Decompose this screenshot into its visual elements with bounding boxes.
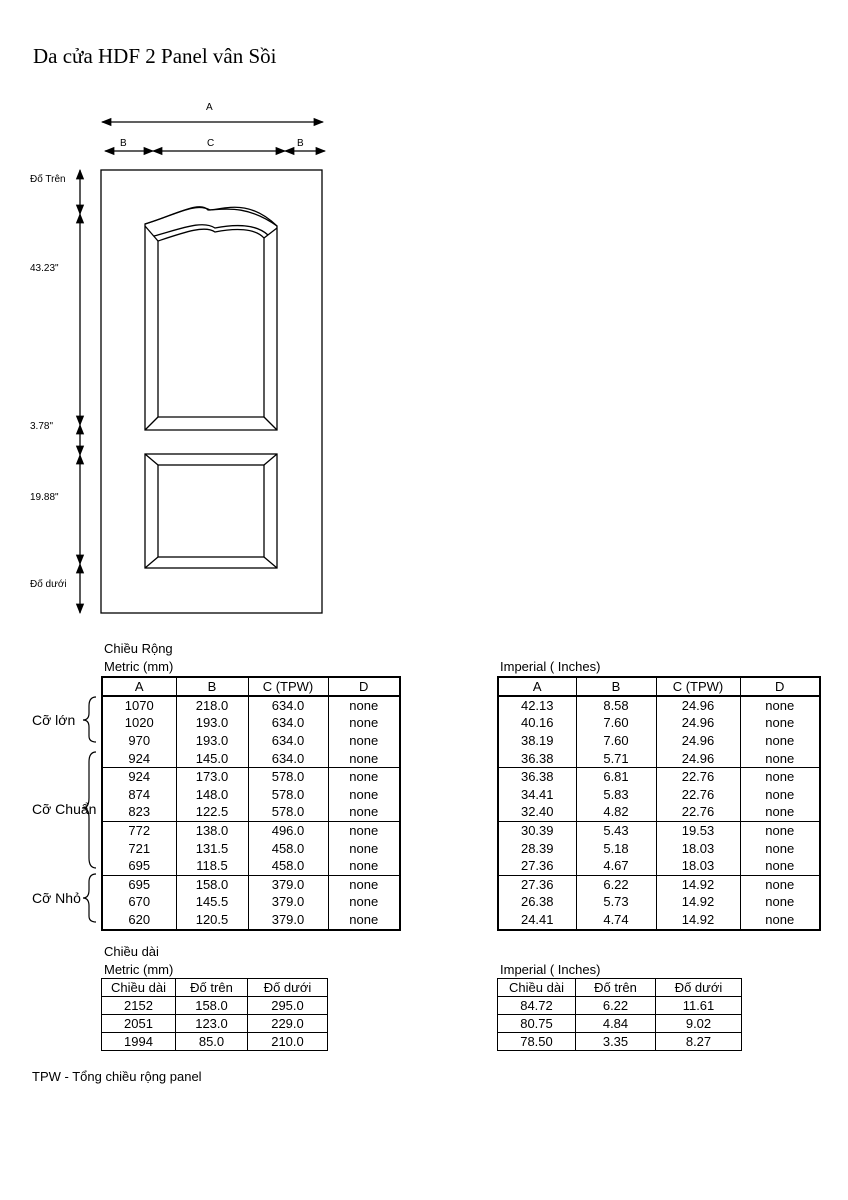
- col-header: Đố trên: [176, 979, 248, 997]
- table-cell: 695: [102, 875, 176, 893]
- table-cell: none: [328, 804, 400, 822]
- table-row: [498, 1015, 742, 1033]
- col-header: C (TPW): [248, 677, 328, 696]
- table-row: [102, 840, 400, 858]
- table-cell: 18.03: [656, 840, 740, 858]
- table-cell: 1994: [102, 1033, 176, 1051]
- table-cell: 22.76: [656, 786, 740, 804]
- table-cell: 145.5: [176, 894, 248, 912]
- width-imperial-table: [497, 676, 821, 931]
- table-cell: 218.0: [176, 696, 248, 715]
- width-heading: Chiều Rộng: [104, 641, 173, 656]
- table-cell: 634.0: [248, 715, 328, 733]
- group-label-large: Cỡ lớn: [32, 712, 76, 728]
- table-cell: 7.60: [576, 732, 656, 750]
- table-cell: 193.0: [176, 732, 248, 750]
- table-cell: 85.0: [176, 1033, 248, 1051]
- table-cell: 229.0: [248, 1015, 328, 1033]
- table-row: [498, 768, 820, 786]
- table-cell: 379.0: [248, 894, 328, 912]
- table-cell: 4.74: [576, 911, 656, 930]
- col-header: D: [740, 677, 820, 696]
- table-row: [498, 786, 820, 804]
- table-cell: 8.27: [656, 1033, 742, 1051]
- table-row: [102, 1033, 328, 1051]
- table-row: [498, 997, 742, 1015]
- table-row: [102, 911, 400, 930]
- table-cell: 30.39: [498, 822, 576, 840]
- table-row: [102, 786, 400, 804]
- table-cell: 26.38: [498, 894, 576, 912]
- table-row: [102, 732, 400, 750]
- col-header: Đố trên: [576, 979, 656, 997]
- table-cell: 1020: [102, 715, 176, 733]
- table-cell: none: [328, 715, 400, 733]
- table-cell: 6.22: [576, 875, 656, 893]
- table-cell: none: [328, 786, 400, 804]
- table-cell: 634.0: [248, 732, 328, 750]
- col-header: Chiều dài: [498, 979, 576, 997]
- table-cell: 3.35: [576, 1033, 656, 1051]
- table-cell: none: [328, 875, 400, 893]
- col-header: B: [176, 677, 248, 696]
- table-cell: 458.0: [248, 840, 328, 858]
- table-cell: none: [740, 696, 820, 715]
- table-cell: 8.58: [576, 696, 656, 715]
- table-row: [498, 840, 820, 858]
- table-cell: 578.0: [248, 804, 328, 822]
- table-cell: 34.41: [498, 786, 576, 804]
- width-metric-table: [101, 676, 401, 931]
- table-cell: 634.0: [248, 696, 328, 715]
- table-cell: 40.16: [498, 715, 576, 733]
- table-cell: 24.41: [498, 911, 576, 930]
- table-cell: 1070: [102, 696, 176, 715]
- table-cell: 78.50: [498, 1033, 576, 1051]
- table-cell: 634.0: [248, 750, 328, 768]
- table-cell: none: [328, 822, 400, 840]
- table-cell: 823: [102, 804, 176, 822]
- table-cell: none: [740, 875, 820, 893]
- table-cell: none: [328, 894, 400, 912]
- table-row: [102, 804, 400, 822]
- table-cell: 6.81: [576, 768, 656, 786]
- table-cell: 24.96: [656, 750, 740, 768]
- table-cell: 24.96: [656, 696, 740, 715]
- length-heading: Chiều dài: [104, 944, 159, 959]
- table-cell: 772: [102, 822, 176, 840]
- table-cell: 578.0: [248, 786, 328, 804]
- label-b-left: B: [120, 138, 127, 149]
- table-cell: 24.96: [656, 715, 740, 733]
- table-cell: 620: [102, 911, 176, 930]
- table-cell: 458.0: [248, 857, 328, 875]
- table-row: [498, 696, 820, 715]
- label-c: C: [207, 138, 215, 149]
- table-cell: 36.38: [498, 750, 576, 768]
- table-cell: 38.19: [498, 732, 576, 750]
- table-cell: 7.60: [576, 715, 656, 733]
- table-row: [498, 911, 820, 930]
- table-cell: 2051: [102, 1015, 176, 1033]
- table-row: [102, 750, 400, 768]
- col-header: A: [498, 677, 576, 696]
- table-row: [102, 875, 400, 893]
- label-lower-panel: 19.88": [30, 492, 59, 503]
- table-cell: none: [328, 911, 400, 930]
- table-cell: 5.43: [576, 822, 656, 840]
- table-cell: none: [740, 840, 820, 858]
- table-cell: 496.0: [248, 822, 328, 840]
- table-cell: 42.13: [498, 696, 576, 715]
- table-row: [498, 875, 820, 893]
- table-cell: 5.73: [576, 894, 656, 912]
- table-row: [102, 997, 328, 1015]
- table-cell: none: [740, 750, 820, 768]
- door-outline: [101, 170, 322, 613]
- page-title: Da cửa HDF 2 Panel vân Sồi: [33, 44, 277, 68]
- length-imperial-label: Imperial ( Inches): [500, 962, 601, 977]
- width-metric-label: Metric (mm): [104, 659, 174, 674]
- lower-panel: [145, 454, 277, 568]
- table-cell: 5.83: [576, 786, 656, 804]
- table-cell: none: [740, 732, 820, 750]
- table-row: [498, 894, 820, 912]
- table-cell: 84.72: [498, 997, 576, 1015]
- table-row: [102, 894, 400, 912]
- label-top-rail: Đố Trên: [30, 174, 66, 185]
- label-upper-panel: 43.23": [30, 263, 59, 274]
- table-cell: 122.5: [176, 804, 248, 822]
- table-cell: 2152: [102, 997, 176, 1015]
- col-header: B: [576, 677, 656, 696]
- table-row: [498, 857, 820, 875]
- length-metric-label: Metric (mm): [104, 962, 174, 977]
- col-header: Đố dưới: [656, 979, 742, 997]
- table-cell: 14.92: [656, 911, 740, 930]
- table-cell: 36.38: [498, 768, 576, 786]
- table-cell: 123.0: [176, 1015, 248, 1033]
- table-cell: 874: [102, 786, 176, 804]
- table-cell: 32.40: [498, 804, 576, 822]
- table-cell: 295.0: [248, 997, 328, 1015]
- table-cell: 24.96: [656, 732, 740, 750]
- table-cell: none: [740, 822, 820, 840]
- table-cell: 148.0: [176, 786, 248, 804]
- table-row: [102, 1015, 328, 1033]
- table-cell: 5.71: [576, 750, 656, 768]
- table-cell: none: [328, 768, 400, 786]
- table-cell: 11.61: [656, 997, 742, 1015]
- length-imperial-table: [497, 978, 742, 1051]
- table-cell: 14.92: [656, 894, 740, 912]
- table-row: [498, 750, 820, 768]
- table-cell: 138.0: [176, 822, 248, 840]
- table-row: [498, 822, 820, 840]
- label-bottom-rail: Đố dưới: [30, 579, 67, 590]
- table-cell: 19.53: [656, 822, 740, 840]
- table-cell: 14.92: [656, 875, 740, 893]
- table-cell: 118.5: [176, 857, 248, 875]
- table-cell: none: [328, 732, 400, 750]
- table-cell: 210.0: [248, 1033, 328, 1051]
- table-row: [498, 732, 820, 750]
- group-label-standard: Cỡ Chuẩn: [32, 801, 97, 817]
- table-cell: 721: [102, 840, 176, 858]
- table-row: [498, 804, 820, 822]
- label-a: A: [206, 102, 213, 113]
- table-cell: 5.18: [576, 840, 656, 858]
- table-cell: 28.39: [498, 840, 576, 858]
- table-cell: 578.0: [248, 768, 328, 786]
- table-cell: none: [740, 786, 820, 804]
- width-imperial-label: Imperial ( Inches): [500, 659, 601, 674]
- table-row: [102, 822, 400, 840]
- table-cell: 4.67: [576, 857, 656, 875]
- table-cell: 4.82: [576, 804, 656, 822]
- table-cell: 18.03: [656, 857, 740, 875]
- table-cell: none: [740, 894, 820, 912]
- col-header: C (TPW): [656, 677, 740, 696]
- col-header: Đố dưới: [248, 979, 328, 997]
- table-cell: 27.36: [498, 857, 576, 875]
- col-header: Chiều dài: [102, 979, 176, 997]
- upper-panel: [145, 207, 277, 430]
- footnote: TPW - Tổng chiều rộng panel: [32, 1069, 202, 1084]
- table-cell: 158.0: [176, 875, 248, 893]
- table-cell: none: [328, 857, 400, 875]
- table-cell: 193.0: [176, 715, 248, 733]
- table-cell: 4.84: [576, 1015, 656, 1033]
- table-cell: 695: [102, 857, 176, 875]
- table-cell: 379.0: [248, 911, 328, 930]
- label-b-right: B: [297, 138, 304, 149]
- table-row: [102, 857, 400, 875]
- table-cell: 158.0: [176, 997, 248, 1015]
- table-cell: 22.76: [656, 768, 740, 786]
- table-cell: 924: [102, 750, 176, 768]
- label-mid-rail: 3.78": [30, 421, 54, 432]
- table-cell: none: [740, 715, 820, 733]
- table-cell: none: [328, 696, 400, 715]
- table-cell: none: [740, 804, 820, 822]
- table-row: [102, 696, 400, 715]
- table-cell: 6.22: [576, 997, 656, 1015]
- table-cell: none: [328, 750, 400, 768]
- table-row: [102, 768, 400, 786]
- table-cell: none: [328, 840, 400, 858]
- table-cell: 173.0: [176, 768, 248, 786]
- table-cell: 80.75: [498, 1015, 576, 1033]
- table-cell: none: [740, 911, 820, 930]
- table-cell: 379.0: [248, 875, 328, 893]
- table-cell: 145.0: [176, 750, 248, 768]
- table-cell: none: [740, 857, 820, 875]
- table-row: [498, 715, 820, 733]
- table-row: [102, 715, 400, 733]
- table-cell: none: [740, 768, 820, 786]
- table-cell: 22.76: [656, 804, 740, 822]
- table-row: [498, 1033, 742, 1051]
- table-cell: 670: [102, 894, 176, 912]
- table-cell: 924: [102, 768, 176, 786]
- group-label-small: Cỡ Nhỏ: [32, 890, 81, 906]
- length-metric-table: [101, 978, 328, 1051]
- col-header: A: [102, 677, 176, 696]
- table-cell: 970: [102, 732, 176, 750]
- table-cell: 131.5: [176, 840, 248, 858]
- col-header: D: [328, 677, 400, 696]
- table-cell: 27.36: [498, 875, 576, 893]
- table-cell: 9.02: [656, 1015, 742, 1033]
- table-cell: 120.5: [176, 911, 248, 930]
